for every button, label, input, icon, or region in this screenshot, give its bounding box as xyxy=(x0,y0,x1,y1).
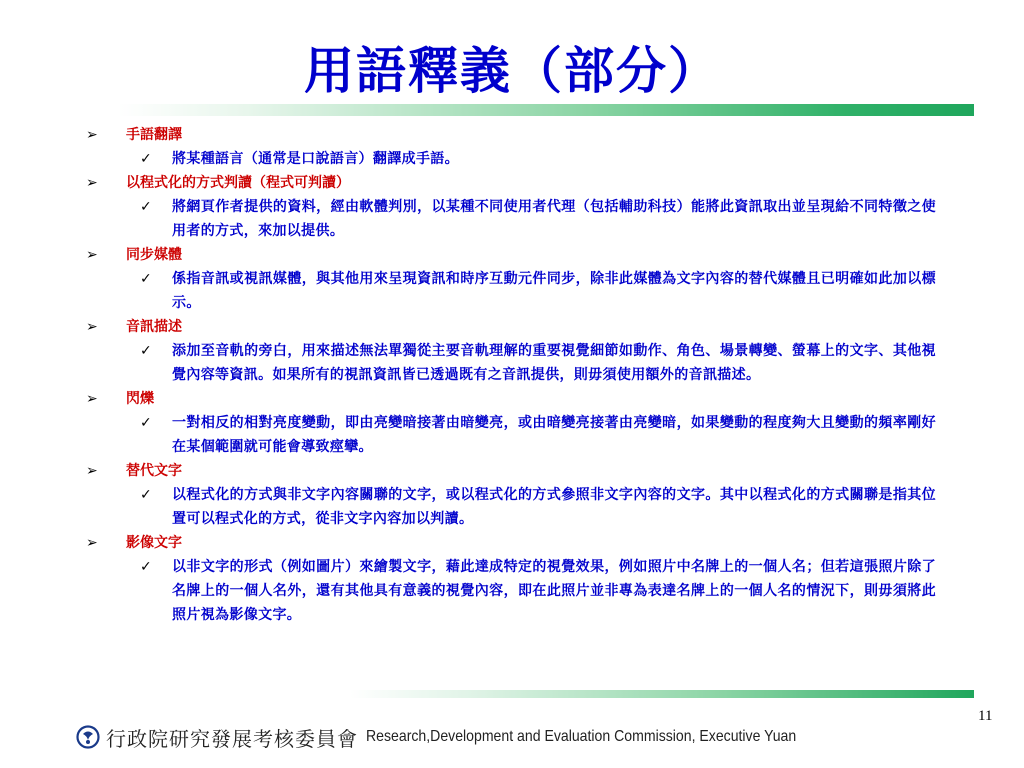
term-label: 影像文字 xyxy=(126,535,182,551)
definition-text: 一對相反的相對亮度變動，即由亮變暗接著由暗變亮，或由暗變亮接著由亮變暗，如果變動的程度夠大且變動的頻率剛好在某個範圍就可能會導致痙攣。 xyxy=(172,415,936,455)
term-label: 替代文字 xyxy=(126,463,182,479)
term-heading xyxy=(86,531,936,555)
term-heading xyxy=(86,387,936,411)
checkmark-icon: ✓ xyxy=(140,559,153,575)
organization-name-chinese: 行政院研究發展考核委員會 xyxy=(106,726,358,751)
checkmark-icon: ✓ xyxy=(140,271,153,287)
arrow-bullet-icon: ➢ xyxy=(86,175,98,191)
checkmark-icon: ✓ xyxy=(140,199,153,215)
arrow-bullet-icon: ➢ xyxy=(86,127,98,143)
title-underline-bar xyxy=(118,104,974,116)
term-heading xyxy=(86,123,936,147)
arrow-bullet-icon: ➢ xyxy=(86,391,98,407)
term-definition xyxy=(86,195,936,243)
terms-list xyxy=(86,123,936,627)
term-definition xyxy=(86,339,936,387)
term-item xyxy=(86,171,936,243)
term-label: 音訊描述 xyxy=(126,319,182,335)
arrow-bullet-icon: ➢ xyxy=(86,319,98,335)
page-number: 11 xyxy=(978,708,993,724)
term-heading xyxy=(86,171,936,195)
term-item xyxy=(86,459,936,531)
term-item xyxy=(86,315,936,387)
slide-title: 用語釋義（部分） xyxy=(304,41,720,100)
definition-text: 將某種語言（通常是口說語言）翻譯成手語。 xyxy=(172,151,459,167)
term-item xyxy=(86,387,936,459)
arrow-bullet-icon: ➢ xyxy=(86,463,98,479)
term-heading xyxy=(86,315,936,339)
term-definition xyxy=(86,267,936,315)
checkmark-icon: ✓ xyxy=(140,343,153,359)
definition-text: 以程式化的方式與非文字內容關聯的文字，或以程式化的方式參照非文字內容的文字。其中以程式化的方式關聯是指其位置可以程式化的方式，從非文字內容加以判讀。 xyxy=(172,487,936,527)
term-label: 同步媒體 xyxy=(126,247,182,263)
term-label: 閃爍 xyxy=(126,391,154,407)
definition-text: 添加至音軌的旁白，用來描述無法單獨從主要音軌理解的重要視覺細節如動作、角色、場景轉變、螢幕上的文字、其他視覺內容等資訊。如果所有的視訊資訊皆已透過既有之音訊提供，則毋須使用額外的音訊描述。 xyxy=(172,343,936,383)
definition-text: 以非文字的形式（例如圖片）來繪製文字，藉此達成特定的視覺效果，例如照片中名牌上的一個人名；但若這張照片除了名牌上的一個人名外，還有其他具有意義的視覺內容，即在此照片並非專為表達名牌上的一個人名的情況下，則毋須將此照片視為影像文字。 xyxy=(172,559,936,623)
arrow-bullet-icon: ➢ xyxy=(86,247,98,263)
term-definition xyxy=(86,147,936,171)
arrow-bullet-icon: ➢ xyxy=(86,535,98,551)
footer-organization xyxy=(76,722,855,752)
term-label: 手語翻譯 xyxy=(126,127,182,143)
definition-text: 係指音訊或視訊媒體，與其他用來呈現資訊和時序互動元件同步，除非此媒體為文字內容的替代媒體且已明確如此加以標示。 xyxy=(172,271,936,311)
definition-text: 將網頁作者提供的資料，經由軟體判別，以某種不同使用者代理（包括輔助科技）能將此資訊取出並呈現給不同特徵之使用者的方式，來加以提供。 xyxy=(172,199,936,239)
term-item xyxy=(86,243,936,315)
term-definition xyxy=(86,411,936,459)
checkmark-icon: ✓ xyxy=(140,487,153,503)
checkmark-icon: ✓ xyxy=(140,415,153,431)
term-item xyxy=(86,531,936,627)
term-definition xyxy=(86,555,936,627)
footer-accent-bar xyxy=(350,690,974,698)
term-definition xyxy=(86,483,936,531)
term-label: 以程式化的方式判讀（程式可判讀） xyxy=(126,175,350,191)
rdec-logo-icon xyxy=(76,725,100,749)
organization-name-english: Research,Development and Evaluation Commission, Executive Yuan xyxy=(366,728,797,745)
checkmark-icon: ✓ xyxy=(140,151,153,167)
term-heading xyxy=(86,243,936,267)
term-item xyxy=(86,123,936,171)
term-heading xyxy=(86,459,936,483)
